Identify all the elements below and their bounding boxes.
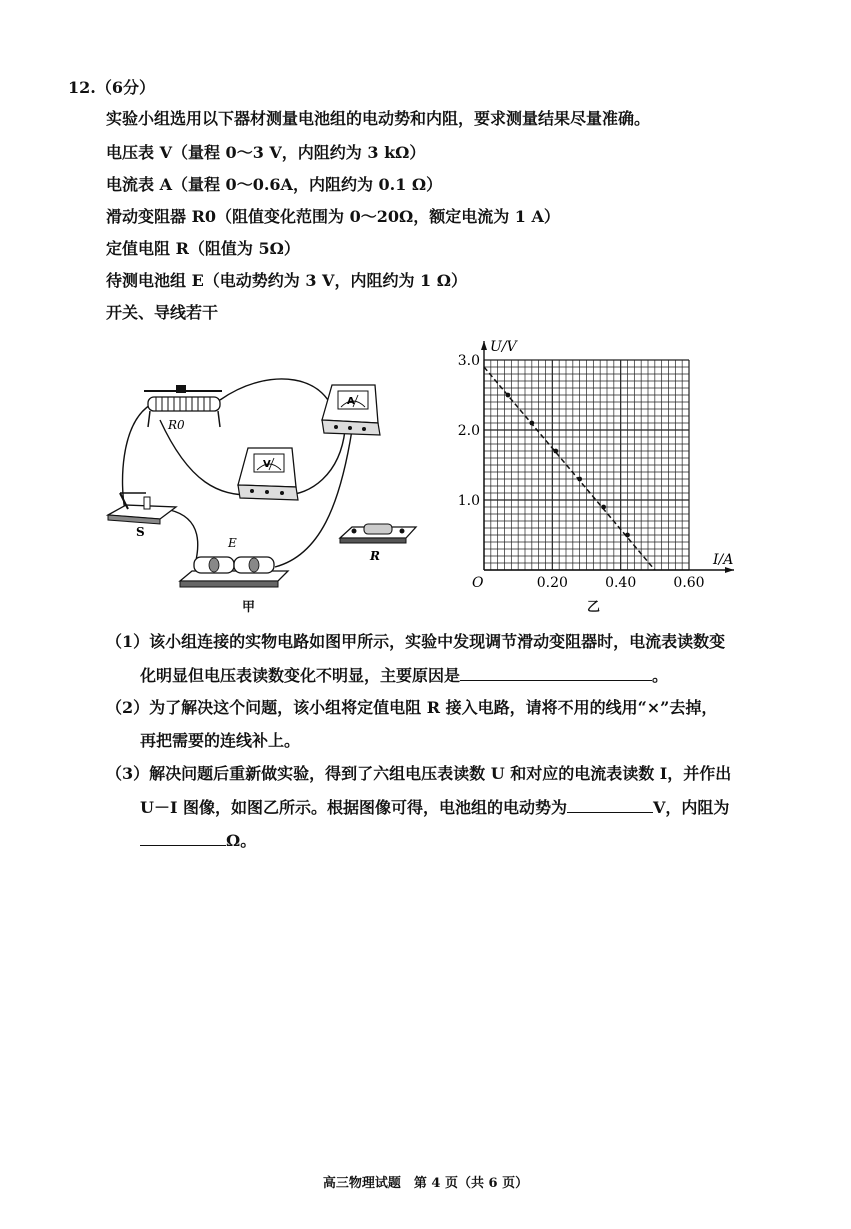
question-intro: 实验小组选用以下器材测量电池组的电动势和内阻，要求测量结果尽量准确。 bbox=[106, 109, 651, 128]
question-header bbox=[68, 77, 155, 99]
part3-line1: （3）解决问题后重新做实验，得到了六组电压表读数 U 和对应的电流表读数 I，并作出 bbox=[106, 764, 732, 783]
switch bbox=[108, 493, 176, 524]
caption-yi: 乙 bbox=[587, 600, 601, 615]
y-axis-label: U/V bbox=[490, 339, 517, 355]
caption-jia: 甲 bbox=[242, 600, 256, 615]
y-axis-arrow bbox=[481, 341, 487, 350]
label-E: E bbox=[228, 536, 237, 550]
data-point bbox=[529, 421, 534, 426]
equipment-voltmeter: 电压表 V（量程 0～3 V，内阻约为 3 kΩ） bbox=[106, 143, 426, 162]
x-tick-label: 0.60 bbox=[673, 575, 705, 591]
resistor bbox=[340, 524, 416, 543]
part1-end: 。 bbox=[652, 666, 669, 685]
data-point bbox=[553, 449, 558, 454]
question-score: （6分） bbox=[95, 78, 155, 97]
label-R: R bbox=[370, 549, 380, 563]
equipment-resistor: 定值电阻 R（阻值为 5Ω） bbox=[106, 239, 300, 258]
ammeter-letter: A bbox=[347, 396, 355, 407]
fit-line bbox=[484, 367, 655, 570]
part3-line2 bbox=[140, 796, 729, 819]
x-tick-label: 0.40 bbox=[605, 575, 637, 591]
part3-unit: Ω。 bbox=[226, 831, 257, 850]
data-point bbox=[577, 477, 582, 482]
equipment-ammeter: 电流表 A（量程 0～0.6A，内阻约为 0.1 Ω） bbox=[106, 175, 443, 194]
equipment-battery: 待测电池组 E（电动势约为 3 V，内阻约为 1 Ω） bbox=[106, 271, 467, 290]
part3-line3 bbox=[140, 829, 256, 852]
voltmeter-letter: V bbox=[263, 459, 271, 470]
y-tick-label: 2.0 bbox=[457, 423, 480, 439]
label-R0: R0 bbox=[168, 418, 185, 432]
x-axis-label: I/A bbox=[713, 552, 734, 568]
data-point bbox=[506, 393, 511, 398]
equipment-rheostat: 滑动变阻器 R0（阻值变化范围为 0～20Ω，额定电流为 1 A） bbox=[106, 207, 560, 226]
part3-text-b: V，内阻为 bbox=[653, 798, 730, 817]
equipment-misc: 开关、导线若干 bbox=[106, 303, 219, 322]
ui-chart bbox=[440, 335, 745, 595]
y-tick-label: 3.0 bbox=[457, 353, 480, 369]
answer-blank-emf[interactable] bbox=[567, 796, 653, 813]
part1-line2 bbox=[140, 664, 668, 687]
part1-line1: （1）该小组连接的实物电路如图甲所示，实验中发现调节滑动变阻器时，电流表读数变 bbox=[106, 632, 726, 651]
ammeter bbox=[322, 385, 380, 435]
origin-label: O bbox=[472, 575, 484, 591]
circuit-figure bbox=[100, 345, 420, 615]
wire-switch-battery bbox=[170, 510, 198, 567]
part1-text: 化明显但电压表读数变化不明显，主要原因是 bbox=[140, 666, 461, 685]
part3-text: U－I 图像，如图乙所示。根据图像可得，电池组的电动势为 bbox=[140, 798, 568, 817]
chart-series bbox=[484, 367, 655, 570]
answer-blank-resistance[interactable] bbox=[140, 829, 226, 846]
battery bbox=[180, 557, 288, 587]
x-tick-label: 0.20 bbox=[536, 575, 568, 591]
chart-grid bbox=[484, 360, 689, 570]
data-point bbox=[625, 533, 630, 538]
part2-line1: （2）为了解决这个问题，该小组将定值电阻 R 接入电路，请将不用的线用“×”去掉， bbox=[106, 698, 718, 717]
y-tick-label: 1.0 bbox=[457, 493, 480, 509]
question-number: 12. bbox=[68, 78, 96, 97]
label-S: S bbox=[136, 525, 145, 539]
wire-rheostat-switch bbox=[123, 405, 150, 510]
answer-blank-1[interactable] bbox=[460, 664, 652, 681]
data-point bbox=[601, 505, 606, 510]
page-footer: 高三物理试题 第 4 页（共 6 页） bbox=[322, 1176, 529, 1191]
voltmeter bbox=[238, 448, 298, 500]
chart-axes bbox=[481, 341, 734, 573]
part2-line2: 再把需要的连线补上。 bbox=[140, 731, 301, 750]
wire-rheostat-ammeter bbox=[220, 379, 335, 420]
